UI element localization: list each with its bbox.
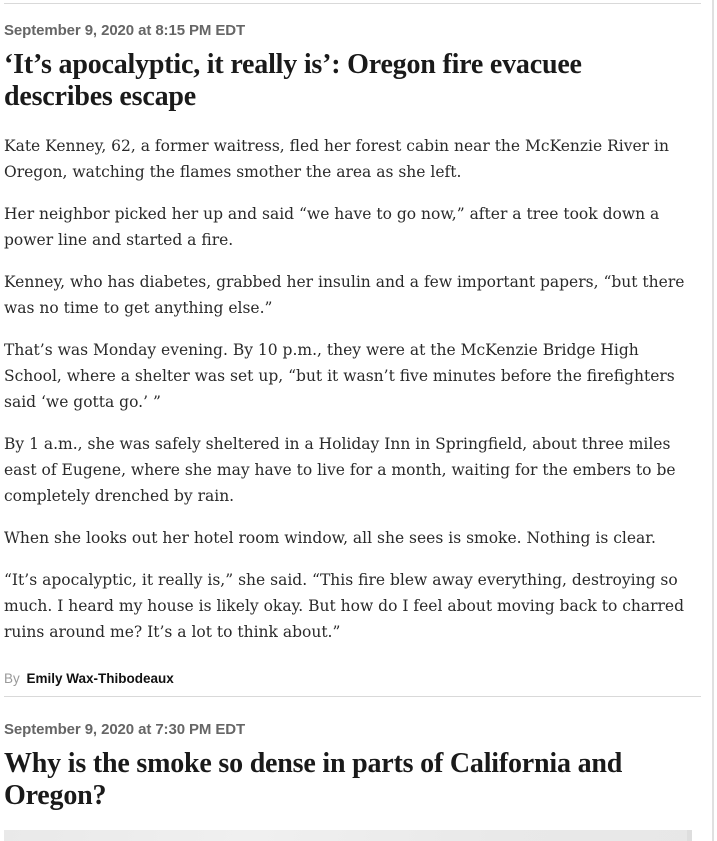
article-image-partial [4,830,692,841]
byline-author-link[interactable]: Emily Wax-Thibodeaux [26,671,174,686]
article-paragraph: That’s was Monday evening. By 10 p.m., they were at the McKenzie Bridge High School, where a shelter was set up, “but it wasn’t five minutes before the firefighters said ‘we gotta go.’ ” [4,341,675,411]
byline-prefix: By [4,671,20,686]
post-timestamp: September 9, 2020 at 7:30 PM EDT [4,721,246,738]
blog-post [4,3,701,696]
article-paragraph: Her neighbor picked her up and said “we have to go now,” after a tree took down a power line and started a fire. [4,205,660,249]
blog-post [4,696,701,841]
article-paragraph: “It’s apocalyptic, it really is,” she said. “This fire blew away everything, destroying so much. I heard my house is likely okay. But how do I feel about moving back to charred ruins around me? It’s a lot to think about.” [4,571,685,641]
post-timestamp: September 9, 2020 at 8:15 PM EDT [4,22,246,39]
article-paragraph: Kate Kenney, 62, a former waitress, fled her forest cabin near the McKenzie River in Oregon, watching the flames smother the area as she left. [4,137,669,181]
article-paragraph: Kenney, who has diabetes, grabbed her insulin and a few important papers, “but there was no time to get anything else.” [4,273,685,317]
content-right-border [712,0,714,841]
article-paragraph: By 1 a.m., she was safely sheltered in a Holiday Inn in Springfield, about three miles east of Eugene, where she may have to live for a month, waiting for the embers to be completely drenched by rain. [4,435,676,505]
byline [4,671,701,696]
post-headline-link[interactable]: ‘It’s apocalyptic, it really is’: Oregon fire evacuee describes escape [4,49,582,112]
article-paragraph: When she looks out her hotel room window, all she sees is smoke. Nothing is clear. [4,529,656,547]
post-body [4,133,701,645]
post-headline-link[interactable]: Why is the smoke so dense in parts of California and Oregon? [4,748,623,811]
